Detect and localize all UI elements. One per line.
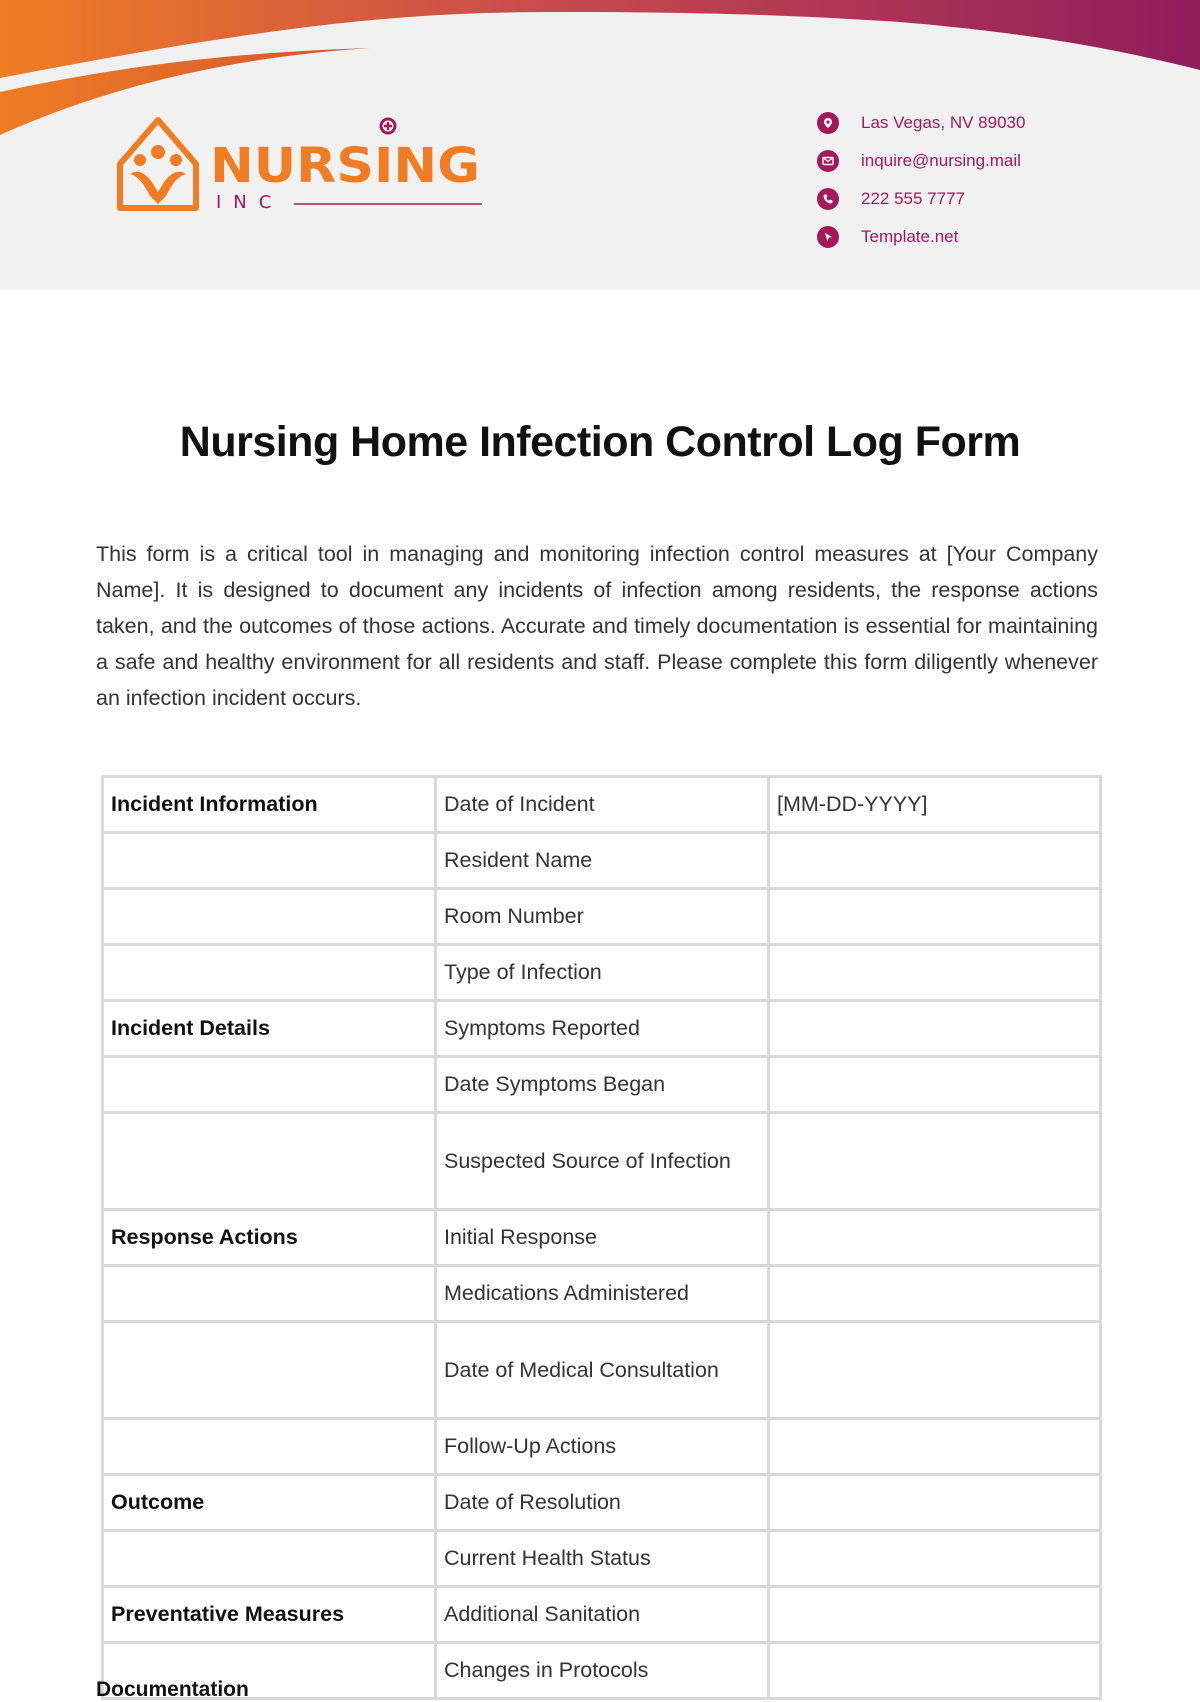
field-label: Symptoms Reported — [436, 1001, 769, 1057]
intro-paragraph: This form is a critical tool in managing and monitoring infection control measures at [Your Company Name]. It is designed to document any incidents of infection among residents, the response actions taken, and the outcomes of those actions. Accurate and timely documentation is essential for maintaining a safe and healthy environment for all residents and staff. Please complete this form diligently whenever an infection incident occurs. — [96, 542, 1098, 710]
field-value[interactable] — [769, 1587, 1101, 1643]
cursor-icon — [817, 226, 839, 248]
contact-phone[interactable] — [817, 180, 1147, 218]
field-label: Date Symptoms Began — [436, 1057, 769, 1113]
field-value[interactable] — [769, 1419, 1101, 1475]
field-value[interactable] — [769, 1210, 1101, 1266]
table-row — [103, 1475, 1101, 1531]
table-row — [103, 1531, 1101, 1587]
mail-icon — [817, 150, 839, 172]
field-value[interactable] — [769, 1057, 1101, 1113]
letterhead — [0, 0, 1200, 290]
field-label: Current Health Status — [436, 1531, 769, 1587]
phone-icon — [817, 188, 839, 210]
infection-log-table — [101, 775, 1102, 1700]
section-label — [103, 1057, 436, 1113]
table-row — [103, 1001, 1101, 1057]
contact-website-text[interactable]: Template.net — [861, 227, 959, 246]
field-value[interactable] — [769, 1475, 1101, 1531]
section-label: Incident Details — [103, 1001, 436, 1057]
section-label: Outcome — [103, 1475, 436, 1531]
field-value[interactable] — [769, 1322, 1101, 1419]
contact-website[interactable] — [817, 218, 1147, 256]
table-row — [103, 1113, 1101, 1210]
contact-email[interactable] — [817, 142, 1147, 180]
documentation-heading: Documentation — [96, 1678, 249, 1701]
table-row — [103, 1587, 1101, 1643]
section-label — [103, 1266, 436, 1322]
brand-sub: INC — [216, 192, 284, 213]
contact-address — [817, 104, 1147, 142]
table-row — [103, 1266, 1101, 1322]
section-label — [103, 889, 436, 945]
field-label: Date of Incident — [436, 777, 769, 833]
field-label: Initial Response — [436, 1210, 769, 1266]
field-value[interactable] — [769, 1113, 1101, 1210]
field-label: Type of Infection — [436, 945, 769, 1001]
contact-list — [817, 104, 1147, 256]
field-value[interactable]: [MM-DD-YYYY] — [769, 777, 1101, 833]
brand-name: NURSING — [210, 138, 480, 194]
table-row — [103, 1643, 1101, 1699]
table-row — [103, 833, 1101, 889]
field-label: Resident Name — [436, 833, 769, 889]
field-label: Suspected Source of Infection — [436, 1113, 769, 1210]
table-row — [103, 1322, 1101, 1419]
table-row — [103, 777, 1101, 833]
location-pin-icon — [817, 112, 839, 134]
field-value[interactable] — [769, 1531, 1101, 1587]
table-row — [103, 1210, 1101, 1266]
section-label: Incident Information — [103, 777, 436, 833]
section-label — [103, 1531, 436, 1587]
field-value[interactable] — [769, 889, 1101, 945]
section-label — [103, 833, 436, 889]
field-label: Room Number — [436, 889, 769, 945]
field-label: Date of Resolution — [436, 1475, 769, 1531]
field-label: Follow-Up Actions — [436, 1419, 769, 1475]
section-label — [103, 1113, 436, 1210]
field-label: Medications Administered — [436, 1266, 769, 1322]
field-label: Date of Medical Consultation — [436, 1322, 769, 1419]
table-row — [103, 945, 1101, 1001]
field-value[interactable] — [769, 1266, 1101, 1322]
section-label: Preventative Measures — [103, 1587, 436, 1643]
contact-email-text[interactable]: inquire@nursing.mail — [861, 151, 1021, 170]
table-row — [103, 889, 1101, 945]
field-value[interactable] — [769, 945, 1101, 1001]
field-label: Changes in Protocols — [436, 1643, 769, 1699]
field-value[interactable] — [769, 1643, 1101, 1699]
section-label — [103, 945, 436, 1001]
nursing-inc-logo — [116, 116, 496, 216]
section-label — [103, 1322, 436, 1419]
table-row — [103, 1057, 1101, 1113]
section-label — [103, 1419, 436, 1475]
field-label: Additional Sanitation — [436, 1587, 769, 1643]
section-label: Response Actions — [103, 1210, 436, 1266]
field-value[interactable] — [769, 833, 1101, 889]
contact-address-text: Las Vegas, NV 89030 — [861, 113, 1026, 132]
contact-phone-text[interactable]: 222 555 7777 — [861, 189, 965, 208]
field-value[interactable] — [769, 1001, 1101, 1057]
page-title: Nursing Home Infection Control Log Form — [179, 418, 1021, 466]
table-row — [103, 1419, 1101, 1475]
